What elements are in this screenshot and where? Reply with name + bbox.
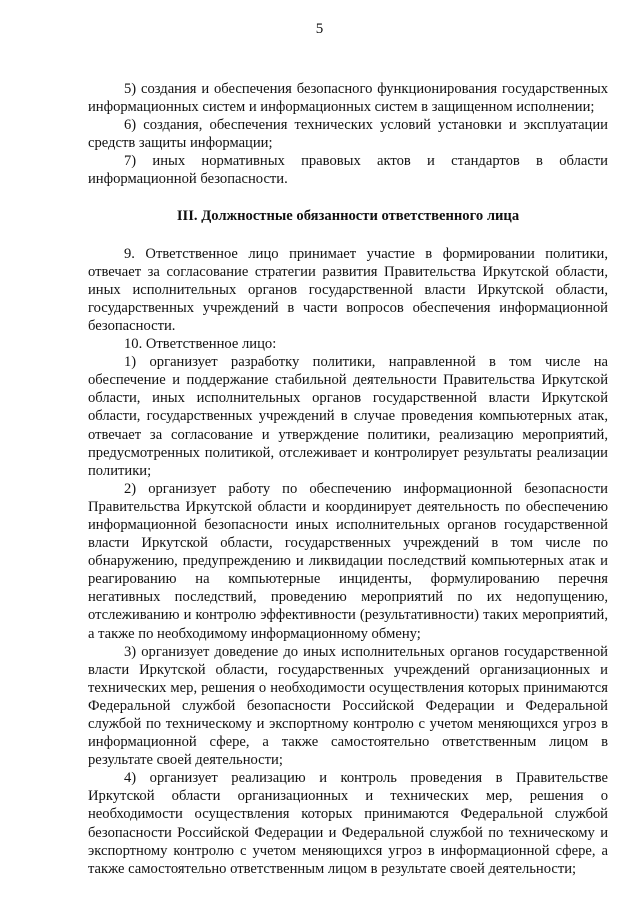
- list-item-6: 6) создания, обеспечения технических условий установки и эксплуатации средств защиты информации;: [88, 117, 608, 152]
- paragraph-10-intro: 10. Ответственное лицо:: [124, 336, 277, 353]
- subitem-3: 3) организует доведение до иных исполнительных органов государственной власти Иркутской области, государственных учреждений организационных и технических мер, решения о необходимости осуществления которых принимаются Федеральной службой безопасности Российской Федерации и Федеральной службой по техническому и экспортному контролю с учетом меняющихся угроз в информационной сфере, а также самостоятельно ответственным лицом в результате своей деятельности;: [88, 643, 608, 769]
- subitem-1: 1) организует разработку политики, направленной в том числе на обеспечение и поддержание стабильной деятельности Правительства Иркутской области, иных исполнительных органов государственной власти Иркутской области, государственных учреждений в случае проведения компьютерных атак, отвечает за согласование и утверждение политики, реализацию мероприятий, предусмотренных политикой, отслеживает и контролирует результаты реализации политики;: [88, 354, 608, 479]
- section-heading: III. Должностные обязанности ответственного лица: [176, 207, 520, 224]
- subitem-4: 4) организует реализацию и контроль проведения в Правительстве Иркутской области организационных и технических мер, решения о необходимости осуществления которых принимаются Федеральной службой безопасности Российской Федерации и Федеральной службой по техническому и экспортному контролю с учетом меняющихся угроз в информационной сфере, а также самостоятельно ответственным лицом в результате своей деятельности;: [88, 770, 608, 877]
- document-body: [88, 80, 608, 878]
- subitem-2: 2) организует работу по обеспечению информационной безопасности Правительства Иркутской области и координирует деятельность по обеспечению информационной безопасности иных исполнительных органов государственной власти Иркутской области, государственных учреждений в том числе по обнаружению, предупреждению и ликвидации последствий компьютерных атак и реагированию на компьютерные инциденты, формулированию перечня негативных последствий, проведению мероприятий по их недопущению, отслеживанию и контролю эффективности (результативности) таких мероприятий, а также по необходимому информационному обмену;: [88, 480, 608, 642]
- page-number: 5: [315, 21, 324, 37]
- paragraph-9: 9. Ответственное лицо принимает участие в формировании политики, отвечает за согласование стратегии развития Правительства Иркутской области, иных исполнительных органов государственной власти Иркутской области, государственных учреждений в части вопросов обеспечения информационной безопасности.: [88, 245, 608, 334]
- list-item-7: 7) иных нормативных правовых актов и стандартов в области информационной безопасности.: [88, 153, 608, 188]
- list-item-5: 5) создания и обеспечения безопасного функционирования государственных информационных систем и информационных систем в защищенном исполнении;: [88, 81, 608, 116]
